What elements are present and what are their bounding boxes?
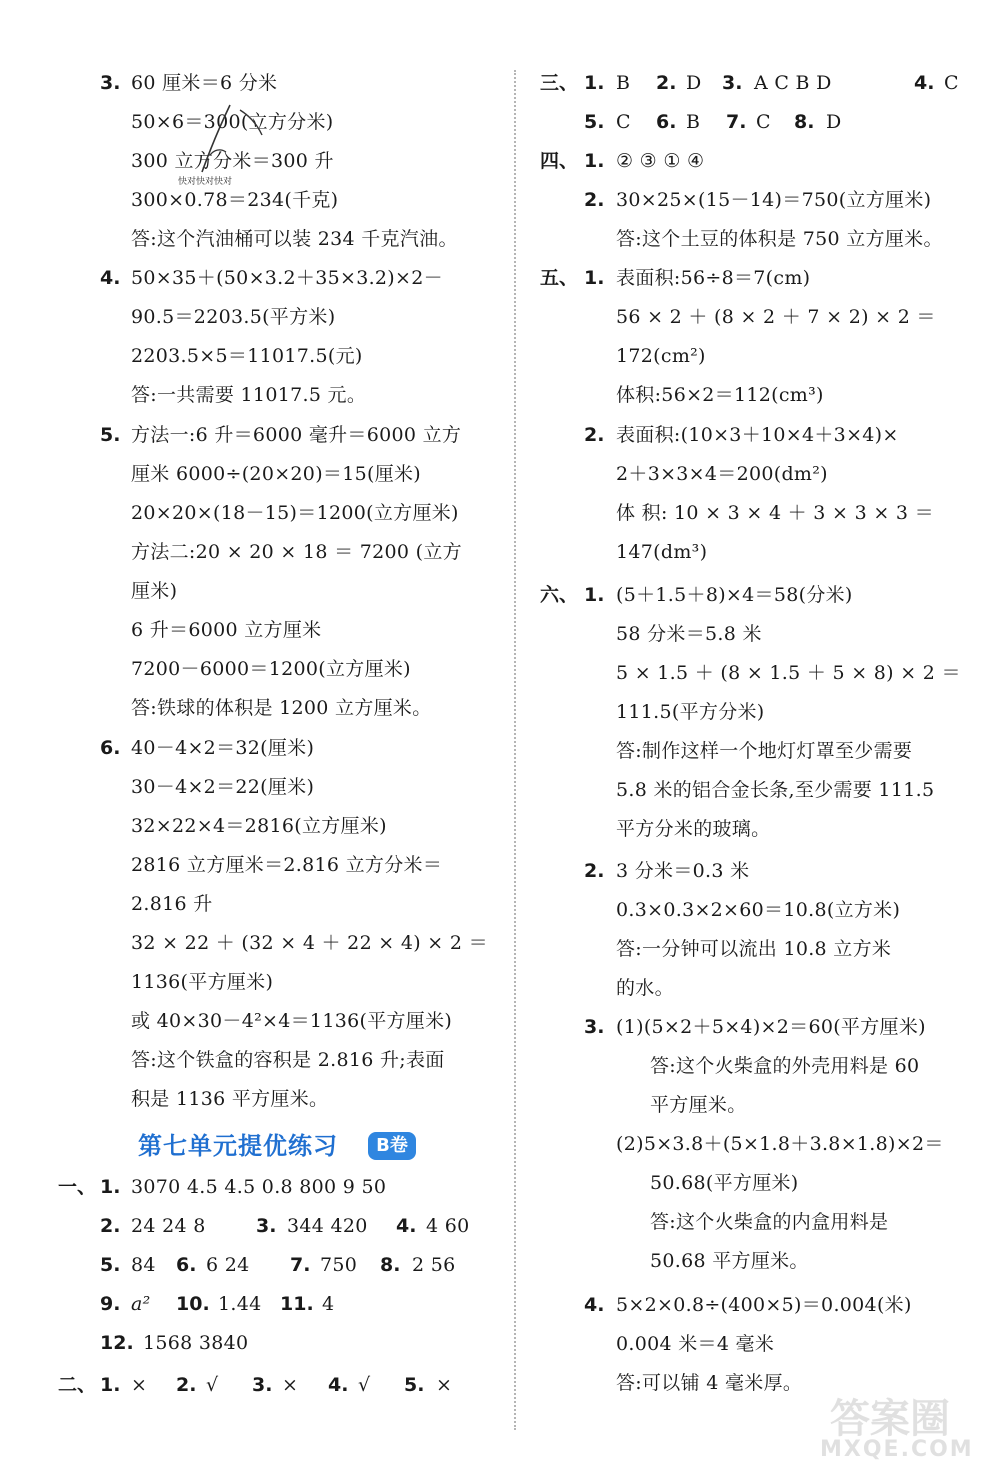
section-si-label: 四、 <box>540 150 579 172</box>
q5-number: 5. <box>100 424 121 446</box>
liu-3-answer-2: 答:这个火柴盒的内盒用料是 <box>650 1211 889 1233</box>
er-5-num: 5. <box>404 1374 425 1396</box>
liu-1-answer-2: 5.8 米的铝合金长条,至少需要 111.5 <box>616 779 935 801</box>
liu-4-line-1: 5×2×0.8÷(400×5)＝0.004(米) <box>616 1294 912 1316</box>
q6-number: 6. <box>100 737 121 759</box>
san-8-answer: D <box>826 111 842 133</box>
q6-line-4: 2816 立方厘米＝2.816 立方分米＝ <box>131 854 443 876</box>
yi-6-answer: 6 24 <box>206 1254 250 1276</box>
q6-line-5: 2.816 升 <box>131 893 213 915</box>
section-liu-label: 六、 <box>540 584 579 606</box>
column-divider <box>514 70 516 1430</box>
yi-1-num: 1. <box>100 1176 121 1198</box>
yi-7-num: 7. <box>290 1254 311 1276</box>
yi-7-answer: 750 <box>320 1254 358 1276</box>
er-1-answer: × <box>131 1374 148 1396</box>
yi-11-num: 11. <box>280 1293 314 1315</box>
liu-3-line-1: (1)(5×2＋5×4)×2＝60(平方厘米) <box>616 1016 926 1038</box>
yi-5-num: 5. <box>100 1254 121 1276</box>
liu-2-line-2: 0.3×0.3×2×60＝10.8(立方米) <box>616 899 901 921</box>
section-wu-label: 五、 <box>540 267 579 289</box>
unit-title: 第七单元提优练习 <box>138 1132 338 1160</box>
wu-2-line-4: 147(dm³) <box>616 541 708 563</box>
san-2-answer: D <box>686 72 702 94</box>
san-3-answer: A C B D <box>754 72 832 94</box>
q3-line-2: 50×6＝300(立方分米) <box>131 111 334 133</box>
yi-3-answer: 344 420 <box>287 1215 368 1237</box>
liu-4-line-2: 0.004 米＝4 毫米 <box>616 1333 775 1355</box>
wu-2-line-1: 表面积:(10×3＋10×4＋3×4)× <box>616 424 899 446</box>
yi-12-answer: 1568 3840 <box>143 1332 249 1354</box>
wu-2-num: 2. <box>584 424 605 446</box>
section-san-label: 三、 <box>540 72 579 94</box>
san-7-num: 7. <box>726 111 747 133</box>
yi-2-num: 2. <box>100 1215 121 1237</box>
liu-1-answer-3: 平方分米的玻璃。 <box>616 818 771 840</box>
yi-1-answer: 3070 4.5 4.5 0.8 800 9 50 <box>131 1176 387 1198</box>
san-5-num: 5. <box>584 111 605 133</box>
yi-10-num: 10. <box>176 1293 210 1315</box>
san-4-answer: C <box>944 72 959 94</box>
liu-3-num: 3. <box>584 1016 605 1038</box>
er-3-answer: × <box>282 1374 299 1396</box>
er-4-answer: √ <box>358 1374 371 1396</box>
q5-line-7: 7200－6000＝1200(立方厘米) <box>131 658 411 680</box>
san-1-answer: B <box>616 72 631 94</box>
wu-1-line-3: 172(cm²) <box>616 345 706 367</box>
q4-answer: 答:一共需要 11017.5 元。 <box>131 384 367 406</box>
q6-line-3: 32×22×4＝2816(立方厘米) <box>131 815 387 837</box>
liu-1-answer-1: 答:制作这样一个地灯灯罩至少需要 <box>616 740 913 762</box>
q5-line-5: 厘米) <box>131 580 178 602</box>
q3-number: 3. <box>100 72 121 94</box>
si-2-num: 2. <box>584 189 605 211</box>
san-6-num: 6. <box>656 111 677 133</box>
liu-4-answer: 答:可以铺 4 毫米厚。 <box>616 1372 803 1394</box>
san-3-num: 3. <box>722 72 743 94</box>
liu-3-answer-1: 答:这个火柴盒的外壳用料是 60 <box>650 1055 920 1077</box>
yi-8-answer: 2 56 <box>412 1254 456 1276</box>
watermark-url: MXQE.COM <box>820 1437 974 1462</box>
q6-answer-1: 答:这个铁盒的容积是 2.816 升;表面 <box>131 1049 445 1071</box>
handwriting-scribble <box>170 100 280 200</box>
wu-1-num: 1. <box>584 267 605 289</box>
wu-1-line-4: 体积:56×2＝112(cm³) <box>616 384 824 406</box>
liu-3-line-2: (2)5×3.8＋(5×1.8＋3.8×1.8)×2＝ <box>616 1133 944 1155</box>
san-8-num: 8. <box>794 111 815 133</box>
section-er-label: 二、 <box>58 1374 97 1396</box>
right-column <box>520 0 1000 1473</box>
liu-4-num: 4. <box>584 1294 605 1316</box>
yi-3-num: 3. <box>256 1215 277 1237</box>
yi-2-answer: 24 24 8 <box>131 1215 206 1237</box>
q6-line-2: 30－4×2＝22(厘米) <box>131 776 315 798</box>
si-2-line-1: 30×25×(15－14)＝750(立方厘米) <box>616 189 932 211</box>
liu-1-num: 1. <box>584 584 605 606</box>
watermark-logo <box>800 1385 990 1467</box>
yi-4-answer: 4 60 <box>426 1215 470 1237</box>
q5-line-2: 厘米 6000÷(20×20)＝15(厘米) <box>131 463 422 485</box>
er-1-num: 1. <box>100 1374 121 1396</box>
san-7-answer: C <box>756 111 771 133</box>
q3-line-3: 300 立方分米＝300 升 <box>131 150 334 172</box>
yi-6-num: 6. <box>176 1254 197 1276</box>
handwriting-text: 快对快对快对 <box>178 177 233 187</box>
q5-line-1: 方法一:6 升＝6000 毫升＝6000 立方 <box>131 424 462 446</box>
liu-1-line-1: (5＋1.5＋8)×4＝58(分米) <box>616 584 853 606</box>
yi-10-answer: 1.44 <box>218 1293 262 1315</box>
si-2-answer: 答:这个土豆的体积是 750 立方厘米。 <box>616 228 943 250</box>
q3-line-4: 300×0.78＝234(千克) <box>131 189 339 211</box>
yi-12-num: 12. <box>100 1332 134 1354</box>
wu-2-line-2: 2＋3×3×4＝200(dm²) <box>616 463 828 485</box>
er-2-answer: √ <box>206 1374 219 1396</box>
er-2-num: 2. <box>176 1374 197 1396</box>
q6-line-1: 40－4×2＝32(厘米) <box>131 737 315 759</box>
liu-3-line-3: 50.68(平方厘米) <box>650 1172 799 1194</box>
q5-line-3: 20×20×(18－15)＝1200(立方厘米) <box>131 502 459 524</box>
liu-1-line-4: 111.5(平方分米) <box>616 701 765 723</box>
q3-answer: 答:这个汽油桶可以装 234 千克汽油。 <box>131 228 458 250</box>
san-2-num: 2. <box>656 72 677 94</box>
q4-line-1: 50×35＋(50×3.2＋35×3.2)×2－ <box>131 267 443 289</box>
yi-8-num: 8. <box>380 1254 401 1276</box>
q4-number: 4. <box>100 267 121 289</box>
liu-2-line-1: 3 分米＝0.3 米 <box>616 860 750 882</box>
q4-line-2: 90.5＝2203.5(平方米) <box>131 306 336 328</box>
yi-9-num: 9. <box>100 1293 121 1315</box>
liu-3-answer-2b: 50.68 平方厘米。 <box>650 1250 809 1272</box>
q5-line-6: 6 升＝6000 立方厘米 <box>131 619 322 641</box>
wu-1-line-2: 56 × 2 ＋ (8 × 2 ＋ 7 × 2) × 2 ＝ <box>616 306 936 328</box>
q3-line-1: 60 厘米＝6 分米 <box>131 72 278 94</box>
yi-9-answer: a² <box>131 1293 151 1315</box>
si-1-answer: ② ③ ① ④ <box>616 150 705 172</box>
er-5-answer: × <box>436 1374 453 1396</box>
si-1-num: 1. <box>584 150 605 172</box>
yi-5-answer: 84 <box>131 1254 156 1276</box>
er-3-num: 3. <box>252 1374 273 1396</box>
san-6-answer: B <box>686 111 701 133</box>
liu-1-line-2: 58 分米＝5.8 米 <box>616 623 762 645</box>
liu-2-num: 2. <box>584 860 605 882</box>
san-4-num: 4. <box>914 72 935 94</box>
q6-answer-2: 积是 1136 平方厘米。 <box>131 1088 329 1110</box>
wu-2-line-3: 体 积: 10 × 3 × 4 ＋ 3 × 3 × 3 ＝ <box>616 502 934 524</box>
q6-line-6: 32 × 22 ＋ (32 × 4 ＋ 22 × 4) × 2 ＝ <box>131 932 488 954</box>
q4-line-3: 2203.5×5＝11017.5(元) <box>131 345 363 367</box>
liu-3-answer-1b: 平方厘米。 <box>650 1094 747 1116</box>
yi-11-answer: 4 <box>322 1293 335 1315</box>
san-1-num: 1. <box>584 72 605 94</box>
q6-line-8: 或 40×30－4²×4＝1136(平方厘米) <box>131 1010 453 1032</box>
q5-line-4: 方法二:20 × 20 × 18 ＝ 7200 (立方 <box>131 541 462 563</box>
san-5-answer: C <box>616 111 631 133</box>
er-4-num: 4. <box>328 1374 349 1396</box>
section-yi-label: 一、 <box>58 1176 97 1198</box>
watermark-title: 答案圈 <box>830 1396 950 1442</box>
liu-2-answer-2: 的水。 <box>616 977 674 999</box>
liu-2-answer-1: 答:一分钟可以流出 10.8 立方米 <box>616 938 892 960</box>
yi-4-num: 4. <box>396 1215 417 1237</box>
liu-1-line-3: 5 × 1.5 ＋ (8 × 1.5 ＋ 5 × 8) × 2 ＝ <box>616 662 961 684</box>
unit-badge: B卷 <box>368 1132 416 1160</box>
q5-answer: 答:铁球的体积是 1200 立方厘米。 <box>131 697 432 719</box>
q6-line-7: 1136(平方厘米) <box>131 971 274 993</box>
wu-1-line-1: 表面积:56÷8＝7(cm) <box>616 267 811 289</box>
